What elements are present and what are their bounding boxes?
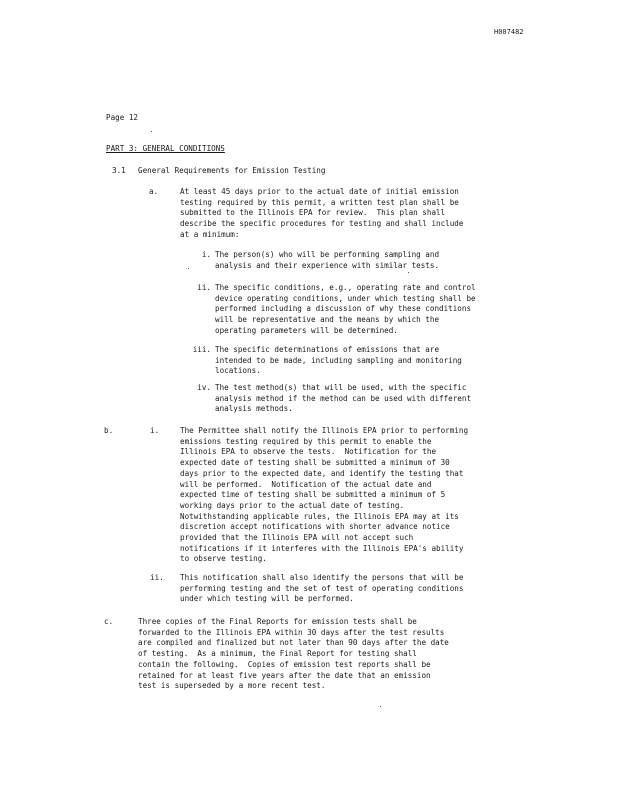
item-b-letter: b.	[104, 426, 114, 435]
item-c-letter: c.	[104, 617, 114, 626]
part-heading: PART 3: GENERAL CONDITIONS	[106, 144, 225, 153]
item-a-ii-number: ii.	[197, 283, 211, 292]
item-b-ii-text: This notification shall also identify the persons that will be performing testing and the set of test of operating conditions under which testing will be performed.	[180, 573, 464, 604]
page-number: Page 12	[106, 113, 139, 122]
item-b-ii-number: ii.	[150, 573, 164, 582]
scan-speck	[151, 131, 152, 132]
item-a-ii-text: The specific conditions, e.g., operating rate and control device operating conditions, under which testing shall be performed including a discussion of why these conditions will be representative and the means by which the operating parameters will be determined.	[215, 283, 476, 335]
scan-speck	[408, 272, 409, 273]
item-b-i-text: The Permittee shall notify the Illinois EPA prior to performing emissions testing required by this permit to enable the Illinois EPA to observe the tests. Notification for the expected date of testing shall be submitted a minimum of 30 days prior to the expected date, and identify the testing that will be performed. Notification of the actual date and expected time of testing shall be submitted a minimum of 5 working days prior to the actual date of testing. Notwithstanding applicable rules, the Illinois EPA may at its discretion accept notifications with shorter advance notice provided that the Illinois EPA will not accept such notifications if it interferes with the Illinois EPA's ability to observe testing.	[180, 426, 469, 564]
item-a-iii-text: The specific determinations of emissions that are intended to be made, including sampling and monitoring locations.	[215, 345, 462, 376]
section-number: 3.1	[112, 166, 126, 175]
item-a-text: At least 45 days prior to the actual date of initial emission testing required by this permit, a written test plan shall be submitted to the Illinois EPA for review. This plan shall describe the specific procedures for testing and shall include at a minimum:	[180, 187, 464, 239]
item-a-letter: a.	[149, 187, 159, 196]
item-a-iii-number: iii.	[192, 345, 211, 354]
scan-speck	[380, 706, 381, 707]
item-a-i-number: i.	[201, 250, 211, 259]
item-a-iv-text: The test method(s) that will be used, with the specific analysis method if the method can be used with different analysis methods.	[215, 383, 472, 414]
section-title: General Requirements for Emission Testing	[138, 166, 326, 175]
scan-speck	[188, 268, 189, 269]
item-b-i-number: i.	[150, 426, 160, 435]
item-a-iv-number: iv.	[197, 383, 211, 392]
item-c-text: Three copies of the Final Reports for emission tests shall be forwarded to the Illinois EPA within 30 days after the test results are compiled and finalized but not later than 90 days after the date of testing. As a minimum, the Final Report for testing shall contain the following. Copies of emission test reports shall be retained for at least five years after the date that an emission test is superseded by a more recent test.	[138, 617, 449, 691]
document-id: H007482	[494, 28, 524, 36]
item-a-i-text: The person(s) who will be performing sampling and analysis and their experience with similar tests.	[215, 250, 440, 270]
